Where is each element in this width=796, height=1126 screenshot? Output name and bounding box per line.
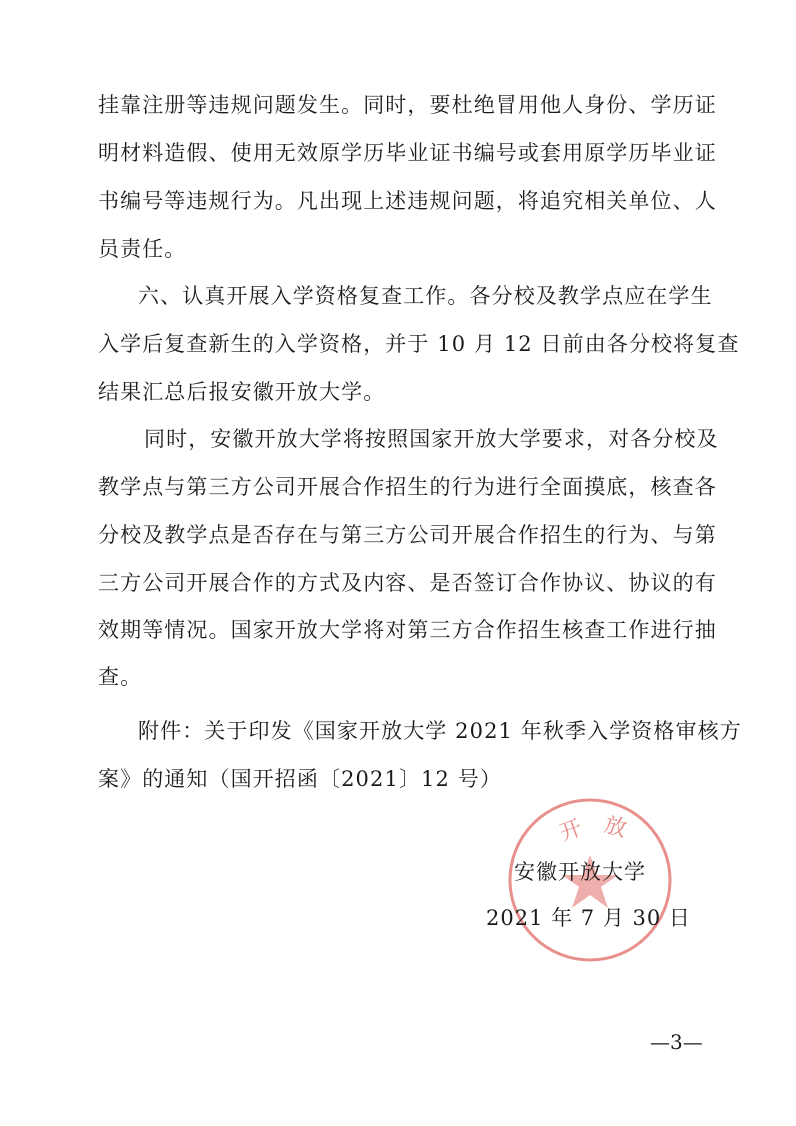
paragraph-3-line-2: 教学点与第三方公司开展合作招生的行为进行全面摸底，核查各	[98, 475, 717, 499]
attachment-line-1: 附件：关于印发《国家开放大学 2021 年秋季入学资格审核方	[138, 719, 742, 743]
paragraph-2-line-1: 六、认真开展入学资格复查工作。各分校及教学点应在学生	[138, 284, 713, 308]
svg-text:开: 开	[556, 815, 586, 847]
page-number: —3—	[650, 1030, 703, 1054]
paragraph-2-line-3: 结果汇总后报安徽开放大学。	[98, 380, 386, 404]
paragraph-1-line-1: 挂靠注册等违规问题发生。同时，要杜绝冒用他人身份、学历证	[98, 93, 717, 117]
paragraph-3-line-6: 查。	[98, 665, 143, 689]
paragraph-3-line-3: 分校及教学点是否存在与第三方公司开展合作招生的行为、与第	[98, 523, 717, 547]
svg-text:放: 放	[601, 812, 630, 843]
paragraph-1-line-4: 员责任。	[98, 237, 187, 261]
paragraph-3-line-4: 三方公司开展合作的方式及内容、是否签订合作协议、协议的有	[98, 571, 717, 595]
signature-organization: 安徽开放大学	[514, 860, 646, 884]
paragraph-3-line-1: 同时，安徽开放大学将按照国家开放大学要求，对各分校及	[144, 427, 719, 451]
paragraph-1-line-3: 书编号等违规行为。凡出现上述违规问题，将追究相关单位、人	[98, 189, 717, 213]
paragraph-3-line-5: 效期等情况。国家开放大学将对第三方合作招生核查工作进行抽	[98, 618, 717, 642]
attachment-line-2: 案》的通知（国开招函〔2021〕12 号）	[98, 767, 502, 791]
signature-date: 2021 年 7 月 30 日	[486, 906, 691, 930]
paragraph-2-line-2: 入学后复查新生的入学资格，并于 10 月 12 日前由各分校将复查	[98, 332, 740, 356]
paragraph-1-line-2: 明材料造假、使用无效原学历毕业证书编号或套用原学历毕业证	[98, 141, 717, 165]
